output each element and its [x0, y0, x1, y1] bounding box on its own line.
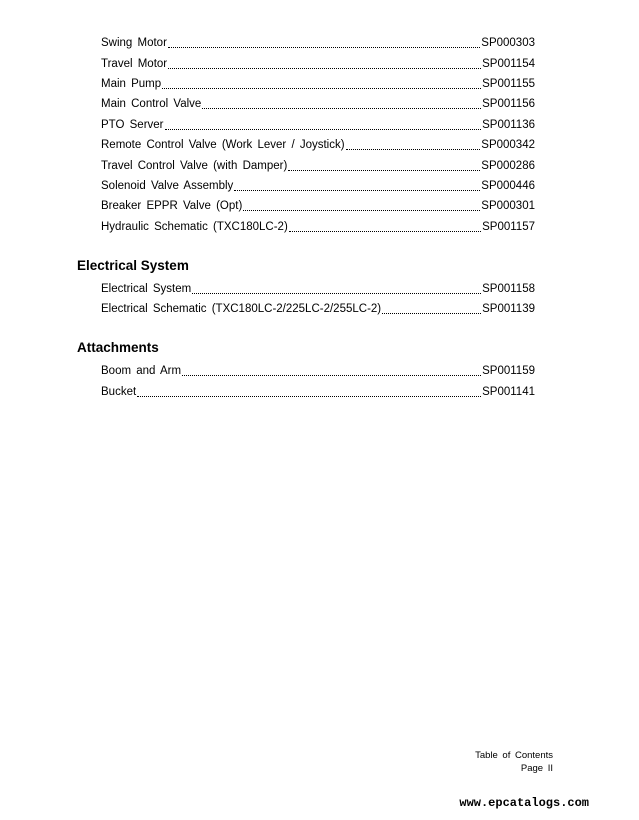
toc-entry-main-control-valve[interactable] — [101, 96, 535, 112]
toc-entry-title: Swing Motor — [101, 37, 167, 49]
toc-entry-code: SP001154 — [482, 58, 535, 70]
toc-entry-title: Solenoid Valve Assembly — [101, 180, 234, 192]
toc-entry-remote-control-valve[interactable] — [101, 137, 535, 153]
toc-entry-title: Remote Control Valve (Work Lever / Joystick) — [101, 139, 345, 151]
toc-entry-code: SP000342 — [481, 139, 535, 151]
toc-leader-dots — [168, 67, 481, 69]
toc-leader-dots — [162, 87, 481, 89]
toc-entry-pto-server[interactable] — [101, 117, 535, 133]
toc-leader-dots — [137, 395, 481, 397]
toc-entry-title: PTO Server — [101, 119, 164, 131]
toc-entry-swing-motor[interactable] — [101, 35, 535, 51]
toc-entry-code: SP001141 — [482, 386, 535, 398]
toc-entry-code: SP001156 — [482, 98, 535, 110]
toc-entry-title: Main Control Valve — [101, 98, 202, 110]
toc-entry-code: SP001136 — [482, 119, 535, 131]
toc-leader-dots — [202, 107, 481, 109]
toc-entry-bucket[interactable] — [101, 384, 535, 400]
toc-entry-travel-control-valve[interactable] — [101, 158, 535, 174]
toc-entry-electrical-system[interactable] — [101, 281, 535, 297]
toc-entry-code: SP000301 — [481, 200, 535, 212]
toc-leader-dots — [182, 374, 481, 376]
toc-entry-code: SP000303 — [481, 37, 535, 49]
toc-entry-title: Main Pump — [101, 78, 162, 90]
footer-page-number: Page II — [520, 763, 553, 774]
toc-entry-code: SP001158 — [482, 283, 535, 295]
toc-entry-code: SP000446 — [481, 180, 535, 192]
footer-title: Table of Contents — [475, 750, 553, 761]
toc-entry-boom-and-arm[interactable] — [101, 363, 535, 379]
toc-leader-dots — [288, 169, 480, 171]
toc-leader-dots — [243, 209, 480, 211]
section-heading-attachments: Attachments — [77, 340, 159, 355]
toc-entry-title: Electrical Schematic (TXC180LC-2/225LC-2/255LC-2) — [101, 303, 382, 315]
toc-leader-dots — [346, 148, 481, 150]
toc-entry-code: SP001155 — [482, 78, 535, 90]
toc-entry-title: Electrical System — [101, 283, 192, 295]
toc-entry-title: Travel Motor — [101, 58, 168, 70]
toc-entry-title: Boom and Arm — [101, 365, 182, 377]
toc-entry-code: SP001157 — [482, 221, 535, 233]
toc-leader-dots — [192, 292, 481, 294]
toc-entry-title: Travel Control Valve (with Damper) — [101, 160, 288, 172]
toc-leader-dots — [382, 312, 481, 314]
toc-entry-title: Breaker EPPR Valve (Opt) — [101, 200, 243, 212]
toc-entry-code: SP000286 — [481, 160, 535, 172]
toc-entry-main-pump[interactable] — [101, 76, 535, 92]
toc-entry-hydraulic-schematic[interactable] — [101, 219, 535, 235]
toc-entry-code: SP001139 — [482, 303, 535, 315]
toc-leader-dots — [168, 46, 480, 48]
watermark-url: www.epcatalogs.com — [459, 796, 589, 810]
section-heading-electrical-system: Electrical System — [77, 258, 189, 273]
toc-entry-solenoid-valve-assembly[interactable] — [101, 178, 535, 194]
toc-entry-electrical-schematic[interactable] — [101, 301, 535, 317]
toc-entry-travel-motor[interactable] — [101, 56, 535, 72]
toc-entry-title: Bucket — [101, 386, 137, 398]
toc-entry-code: SP001159 — [482, 365, 535, 377]
toc-leader-dots — [234, 189, 480, 191]
toc-leader-dots — [289, 230, 481, 232]
toc-entry-title: Hydraulic Schematic (TXC180LC-2) — [101, 221, 288, 233]
toc-entry-breaker-eppr-valve[interactable] — [101, 198, 535, 214]
toc-leader-dots — [165, 128, 482, 130]
